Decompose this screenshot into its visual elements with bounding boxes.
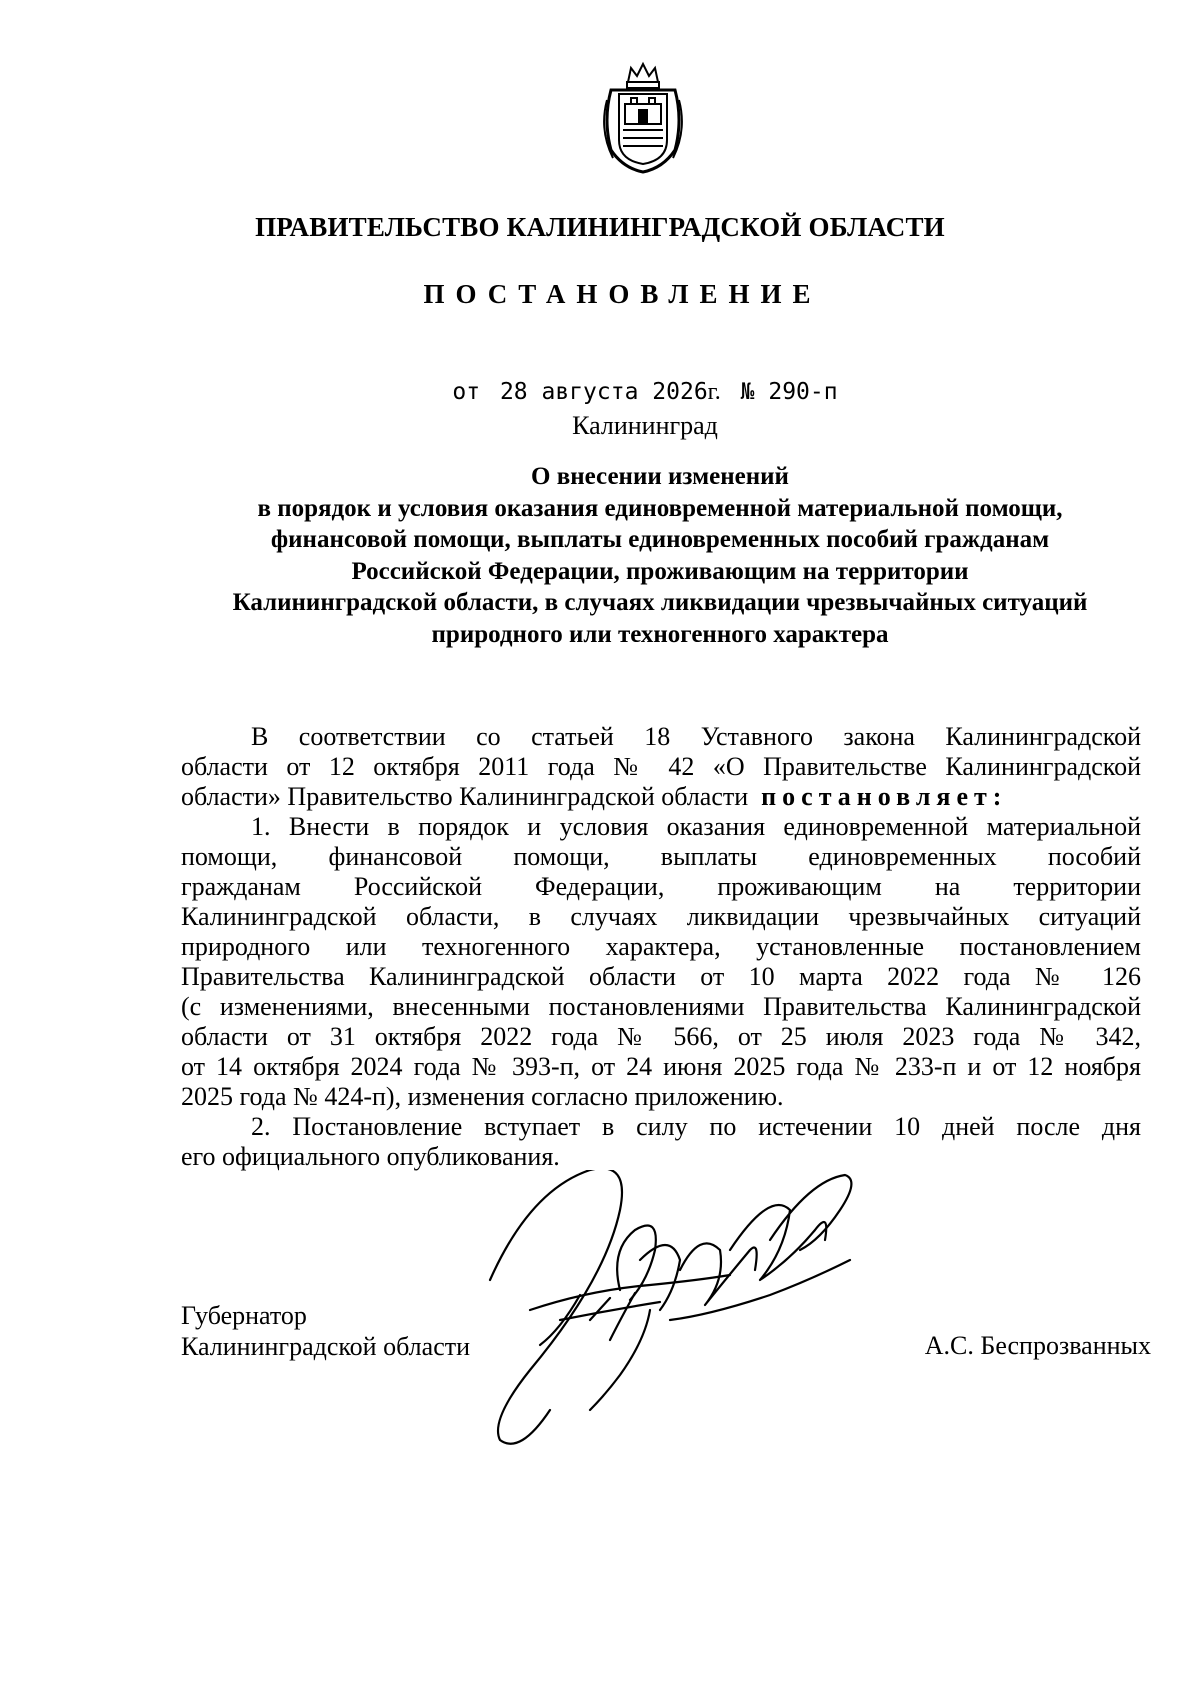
text-line: В соответствии со статьей 18 Уставного закона Калининградской xyxy=(251,722,1141,751)
document-heading xyxy=(170,461,1150,650)
document-body xyxy=(181,722,1141,1172)
text-line: области от 12 октября 2011 года № 42 «О Правительстве Калининградской xyxy=(181,752,1141,781)
item-2-paragraph xyxy=(181,1112,1141,1172)
document-city: Калининград xyxy=(572,411,718,440)
text-line: Калининградской области, в случаях ликвидации чрезвычайных ситуаций xyxy=(181,902,1141,931)
text-line: помощи, финансовой помощи, выплаты единовременных пособий xyxy=(181,842,1141,871)
heading-line: финансовой помощи, выплаты единовременных пособий гражданам xyxy=(270,526,1050,553)
preamble-last-line: области» Правительство Калининградской области xyxy=(181,782,749,811)
heading-line: Калининградской области, в случаях ликвидации чрезвычайных ситуаций xyxy=(232,589,1088,616)
text-line xyxy=(181,782,1141,812)
text-line: от 14 октября 2024 года № 393-п, от 24 июня 2025 года № 233-п и от 12 ноября xyxy=(181,1052,1141,1081)
preamble-paragraph xyxy=(181,722,1141,812)
heading-line: в порядок и условия оказания единовременной материальной помощи, xyxy=(257,494,1063,522)
heading-line: О внесении изменений xyxy=(531,463,789,490)
signer-name: А.С. Беспрозванных xyxy=(924,1331,1151,1360)
text-line: (с изменениями, внесенными постановлениями Правительства Калининградской xyxy=(181,992,1141,1021)
text-line: 2025 года № 424-п), изменения согласно приложению. xyxy=(181,1082,784,1111)
item-1-paragraph xyxy=(181,812,1141,1112)
text-line: области от 31 октября 2022 года № 566, от 25 июля 2023 года № 342, xyxy=(181,1022,1141,1051)
text-line: 1. Внести в порядок и условия оказания единовременной материальной xyxy=(251,812,1141,841)
year-suffix: г. xyxy=(707,379,721,405)
document-meta xyxy=(0,379,1200,406)
document-date: 28 августа 2026 xyxy=(499,379,708,405)
text-line: гражданам Российской Федерации, проживающим на территории xyxy=(181,872,1141,901)
signer-region: Калининградской области xyxy=(181,1332,471,1361)
text-line: природного или техногенного характера, установленные постановлением xyxy=(181,932,1141,961)
text-line: его официального опубликования. xyxy=(181,1142,560,1171)
heading-line: Российской Федерации, проживающим на территории xyxy=(351,557,969,585)
document-type: ПОСТАНОВЛЕНИЕ xyxy=(423,279,822,309)
document-number: № 290-п xyxy=(740,379,838,405)
signer-title xyxy=(181,1300,470,1362)
heading-line: природного или техногенного характера xyxy=(431,620,889,648)
coat-of-arms-icon xyxy=(593,60,693,175)
decree-word: постановляет: xyxy=(761,782,1008,811)
signer-position: Губернатор xyxy=(181,1301,307,1330)
handwritten-signature xyxy=(470,1170,890,1470)
text-line: Правительства Калининградской области от 10 марта 2022 года № 126 xyxy=(181,962,1141,991)
text-line: 2. Постановление вступает в силу по истечении 10 дней после дня xyxy=(251,1112,1141,1141)
government-title: ПРАВИТЕЛЬСТВО КАЛИНИНГРАДСКОЙ ОБЛАСТИ xyxy=(255,212,945,242)
date-prefix: от xyxy=(452,379,481,405)
